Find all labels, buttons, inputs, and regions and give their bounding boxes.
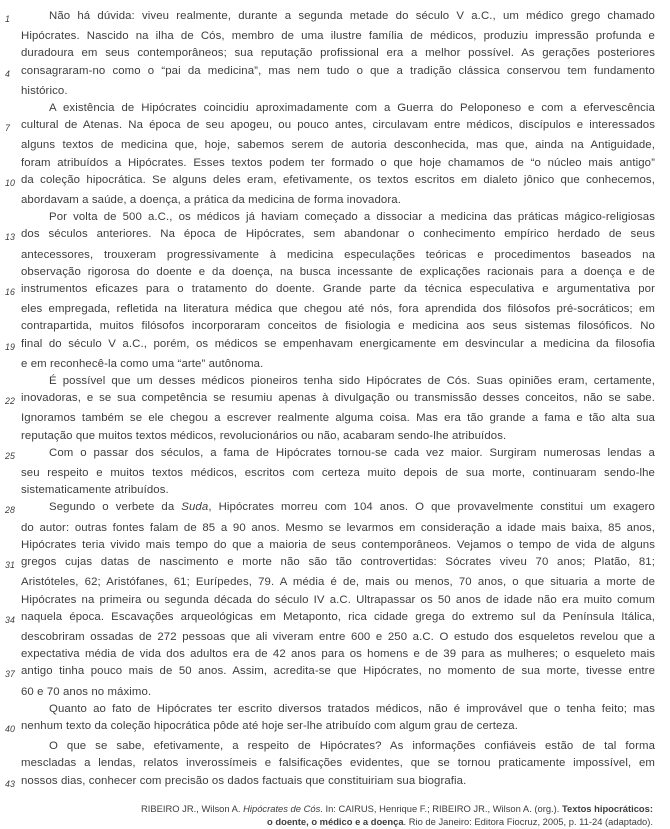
text-segment: duradoura em seus contemporâneos; sua reputação profissional era a melhor possível. As gerações posteriores xyxy=(21,47,655,60)
line-text xyxy=(21,318,655,335)
text-line xyxy=(5,8,655,28)
text-line xyxy=(5,537,655,554)
text-line xyxy=(5,155,655,172)
text-line xyxy=(5,592,655,609)
line-text xyxy=(21,155,655,172)
line-text xyxy=(21,718,655,735)
text-segment: expectativa média de vida dos adultos era de 42 anos para os homens e de 39 para as mulheres; o esqueleto mais xyxy=(21,648,655,661)
line-number: 1 xyxy=(5,14,10,24)
text-segment: nossos dias, conhecer com precisão os dados factuais que constituiriam sua biografia. xyxy=(21,774,467,787)
text-segment: Quanto ao fato de Hipócrates ter escrito diversos tratados médicos, não é improvável que o tenha feito; mas xyxy=(49,702,655,715)
text-line xyxy=(5,100,655,117)
text-line xyxy=(5,738,655,755)
line-number xyxy=(5,574,21,577)
text-segment: Segundo o verbete da xyxy=(49,501,182,514)
text-line xyxy=(5,701,655,718)
line-number xyxy=(5,465,21,468)
line-text xyxy=(21,172,655,189)
line-text xyxy=(21,738,655,755)
line-number xyxy=(5,301,21,304)
line-text xyxy=(21,482,655,499)
line-number xyxy=(5,520,21,523)
text-line xyxy=(5,28,655,45)
text-segment: descobriram ossadas de 272 pessoas que ali viveram entre 600 e 250 a.C. O estudo dos esqueletos revelou que a xyxy=(21,630,655,643)
line-number: 22 xyxy=(5,396,15,407)
text-segment: . In: CAIRUS, Henrique F.; RIBEIRO JR., Wilson A. (org.). xyxy=(320,802,562,814)
text-line xyxy=(5,356,655,373)
text-segment: antigo tinha pouco mais de 50 anos. Assim, acredita-se que Hipócrates, no momento de sua morte, tivesse entre xyxy=(21,665,655,678)
text-line xyxy=(5,172,655,192)
line-number xyxy=(5,28,21,31)
line-text xyxy=(21,663,655,680)
text-line xyxy=(5,773,655,793)
text-line xyxy=(5,301,655,318)
line-text xyxy=(21,226,655,243)
line-number xyxy=(5,137,21,140)
line-number xyxy=(5,410,21,413)
line-number: 19 xyxy=(5,341,15,352)
text-segment: Hipócrates na primeira ou segunda década do século IV a.C. Ultrapassar os 50 anos de idade não era muito comum xyxy=(21,593,655,606)
line-number xyxy=(5,646,21,649)
line-text xyxy=(21,83,655,100)
line-text xyxy=(21,356,655,373)
text-line xyxy=(5,646,655,663)
text-segment: da coleção hipocrática. Se alguns deles eram, efetivamente, os textos escritos em dialeto jônico que conhecemos, xyxy=(21,173,655,186)
line-number xyxy=(5,45,21,48)
citation-line xyxy=(5,802,653,816)
line-text xyxy=(21,100,655,117)
text-segment: eles empregada, refletida na literatura médica que chegou até nós, fora aprendida dos filósofos pré-socráticos; em xyxy=(21,303,655,316)
text-segment: Aristóteles, 62; Aristófanes, 61; Eurípedes, 79. A média é de, mais ou menos, 70 anos, o que situaria a morte de xyxy=(21,576,655,589)
line-text xyxy=(21,609,655,626)
line-text xyxy=(21,646,655,663)
text-line xyxy=(5,609,655,629)
text-line xyxy=(5,247,655,264)
text-segment: inovadoras, e se sua competência se resumiu apenas à divulgação ou transmissão desses conceitos, não se sabe. xyxy=(21,392,655,405)
text-line xyxy=(5,390,655,410)
line-text xyxy=(21,390,655,407)
text-segment: instrumentos eficazes para o tratamento do doente. Grande parte da técnica especulativa e argumentativa por xyxy=(21,283,655,296)
text-segment: O que se sabe, efetivamente, a respeito de Hipócrates? As informações confiáveis estão de tal forma xyxy=(49,740,655,753)
line-text xyxy=(21,281,655,298)
line-number: 34 xyxy=(5,614,15,625)
line-text xyxy=(21,137,655,154)
text-line xyxy=(5,482,655,499)
text-line xyxy=(5,192,655,209)
line-text xyxy=(21,45,655,62)
line-number xyxy=(5,192,21,195)
text-segment: Hipócrates. Nascido na ilha de Cós, membro de uma ilustre família de médicos, produziu impressão profunda e xyxy=(21,30,655,43)
text-segment: abordavam a saúde, a doença, a prática da medicina de forma inovadora. xyxy=(21,194,401,207)
text-line xyxy=(5,137,655,154)
line-number xyxy=(5,373,21,376)
text-line xyxy=(5,45,655,62)
line-text xyxy=(21,192,655,209)
text-segment: dos séculos anteriores. Na época de Hipócrates, sem abandonar o conhecimento empírico herdado de seus xyxy=(21,228,655,241)
text-segment: seu respeito e muitos textos médicos, escritos com certeza muito depois de sua morte, continuaram sendo-lhe xyxy=(21,467,655,480)
text-segment: naquela época. Escavações arqueológicas em Metaponto, rica cidade grega do extremo sul da Península Itálica, xyxy=(21,610,655,623)
text-line xyxy=(5,281,655,301)
text-segment: Hipócrates teria vivido mais tempo do que a maioria de seus contemporâneos. Vejamos o tempo de vida de alguns xyxy=(21,538,655,551)
text-segment: nenhum texto da coleção hipocrática pôde até hoje ser-lhe atribuído com algum grau de certeza. xyxy=(21,719,518,732)
line-number: 10 xyxy=(5,177,15,188)
text-line xyxy=(5,684,655,701)
text-line xyxy=(5,629,655,646)
text-line xyxy=(5,318,655,335)
line-text xyxy=(21,410,655,427)
line-text xyxy=(21,684,655,701)
line-number xyxy=(5,209,21,212)
text-body xyxy=(5,8,655,793)
line-text xyxy=(21,629,655,646)
line-text xyxy=(21,336,655,353)
text-segment: A existência de Hipócrates coincidiu aproximadamente com a Guerra do Peloponeso e com a efervescência xyxy=(49,102,655,115)
text-segment: cultural de Atenas. Na época de seu apogeu, ou pouco antes, circulavam entre médicos, discípulos e interessados xyxy=(21,119,655,132)
text-segment: Com o passar dos séculos, a fama de Hipócrates tornou-se cada vez maior. Surgiram numerosas lendas a xyxy=(49,446,655,459)
line-number: 4 xyxy=(5,68,10,79)
text-segment: gregos cujas datas de nascimento e morte não são tão controvertidas: Sócrates viveu 70 anos; Platão, 81; xyxy=(21,556,655,569)
line-number: 25 xyxy=(5,450,15,461)
line-number: 37 xyxy=(5,669,15,680)
line-text xyxy=(21,301,655,318)
line-number xyxy=(5,83,21,86)
text-line xyxy=(5,63,655,83)
text-segment: . Rio de Janeiro: Editora Fiocruz, 2005, p. 11-24 (adaptado). xyxy=(403,816,653,828)
text-line xyxy=(5,718,655,738)
line-number xyxy=(5,738,21,741)
text-segment: Ignoramos também se ele chegou a escrever realmente alguma coisa. Mas era tão grande a fama e tão alta sua xyxy=(21,412,655,425)
text-segment: Não há dúvida: viveu realmente, durante a segunda metade do século V a.C., um médico grego chamado xyxy=(49,10,655,22)
line-text xyxy=(21,117,655,134)
line-number xyxy=(5,592,21,595)
text-line xyxy=(5,373,655,390)
text-line xyxy=(5,428,655,445)
line-number xyxy=(5,264,21,267)
text-segment: RIBEIRO JR., Wilson A. xyxy=(141,802,244,814)
line-number: 7 xyxy=(5,123,10,134)
text-segment: antecessores, trouxeram progressivamente à medicina especulações teóricas e procedimentos baseados na xyxy=(21,248,655,261)
text-segment: Textos hipocráticos: xyxy=(562,802,653,814)
line-text xyxy=(21,465,655,482)
line-number xyxy=(5,155,21,158)
line-text xyxy=(21,264,655,281)
line-text xyxy=(21,499,655,516)
line-text xyxy=(21,8,655,25)
text-segment: reputação que muitos textos médicos, revolucionários ou não, acabaram sendo-lhe atribuídos. xyxy=(21,429,507,442)
text-line xyxy=(5,117,655,137)
text-segment: É possível que um desses médicos pioneiros tenha sido Hipócrates de Cós. Suas opiniões eram, certamente, xyxy=(49,375,655,388)
text-line xyxy=(5,83,655,100)
line-text xyxy=(21,28,655,45)
text-line xyxy=(5,499,655,519)
line-number: 43 xyxy=(5,778,15,789)
line-text xyxy=(21,554,655,571)
line-number xyxy=(5,537,21,540)
text-segment: histórico. xyxy=(21,84,68,97)
text-segment: Por volta de 500 a.C., os médicos já haviam começado a dissociar a medicina das práticas mágico-religiosas xyxy=(49,211,655,224)
line-number xyxy=(5,629,21,632)
line-text xyxy=(21,247,655,264)
line-number: 13 xyxy=(5,232,15,243)
text-segment: Suda xyxy=(181,501,209,514)
line-number xyxy=(5,482,21,485)
text-segment: contrapartida, muitos filósofos incorporaram conceitos de fisiologia e medicina aos seus sistemas filosóficos. No xyxy=(21,320,655,333)
line-text xyxy=(21,520,655,537)
text-segment: do autor: outras fontes falam de 85 a 90 anos. Mesmo se levarmos em consideração a idade mais baixa, 85 anos, xyxy=(21,521,655,534)
text-segment: o doente, o médico e a doença xyxy=(267,816,404,828)
text-segment: , Hipócrates morreu com 104 anos. O que provavelmente constitui um exagero xyxy=(208,501,655,514)
text-segment: 60 e 70 anos no máximo. xyxy=(21,685,152,698)
text-segment: sistematicamente atribuídos. xyxy=(21,484,169,497)
text-segment: mescladas a lendas, relatos inverossímeis e falsificações evidentes, que se tornou praticamente impossível, em xyxy=(21,757,655,770)
text-segment: alguns textos de medicina que, hoje, sabemos serem de autoria desconhecida, mas que, ainda na Antiguidade, xyxy=(21,139,655,152)
line-number xyxy=(5,318,21,321)
line-number xyxy=(5,356,21,359)
line-text xyxy=(21,209,655,226)
line-text xyxy=(21,701,655,718)
text-line xyxy=(5,264,655,281)
text-line xyxy=(5,226,655,246)
line-number xyxy=(5,701,21,704)
text-line xyxy=(5,336,655,356)
text-line xyxy=(5,520,655,537)
line-text xyxy=(21,63,655,80)
line-text xyxy=(21,445,655,462)
line-text xyxy=(21,428,655,445)
line-number: 28 xyxy=(5,505,15,516)
citation xyxy=(5,802,655,829)
text-line xyxy=(5,663,655,683)
line-number xyxy=(5,247,21,250)
line-number: 40 xyxy=(5,723,15,734)
line-text xyxy=(21,755,655,772)
text-segment: final do século V a.C., porém, os médicos se empenhavam energicamente em desvincular a medicina da filosofia xyxy=(21,337,655,350)
text-line xyxy=(5,209,655,226)
line-number xyxy=(5,428,21,431)
line-text xyxy=(21,537,655,554)
text-segment: e em reconhecê-la como uma “arte” autônoma. xyxy=(21,357,264,370)
citation-line xyxy=(5,815,653,829)
text-segment: Hipócrates de Cós xyxy=(243,802,321,814)
text-line xyxy=(5,465,655,482)
line-number xyxy=(5,100,21,103)
text-segment: foram atribuídos a Hipócrates. Esses textos podem ter formado o que hoje chamamos de “o núcleo mais antigo” xyxy=(21,156,655,169)
line-number xyxy=(5,684,21,687)
text-segment: observação rigorosa do doente e da doença, na busca incessante de explicações racionais para a doença e de xyxy=(21,265,655,278)
text-segment: consagraram-no como o “pai da medicina”, mas nem tudo o que a tradição clássica conservou tem fundamento xyxy=(21,64,655,77)
text-line xyxy=(5,410,655,427)
text-line xyxy=(5,445,655,465)
text-line xyxy=(5,554,655,574)
text-line xyxy=(5,574,655,591)
line-text xyxy=(21,592,655,609)
line-text xyxy=(21,773,655,790)
line-number: 16 xyxy=(5,287,15,298)
line-number xyxy=(5,755,21,758)
line-number: 31 xyxy=(5,560,15,571)
text-line xyxy=(5,755,655,772)
line-text xyxy=(21,373,655,390)
line-text xyxy=(21,574,655,591)
